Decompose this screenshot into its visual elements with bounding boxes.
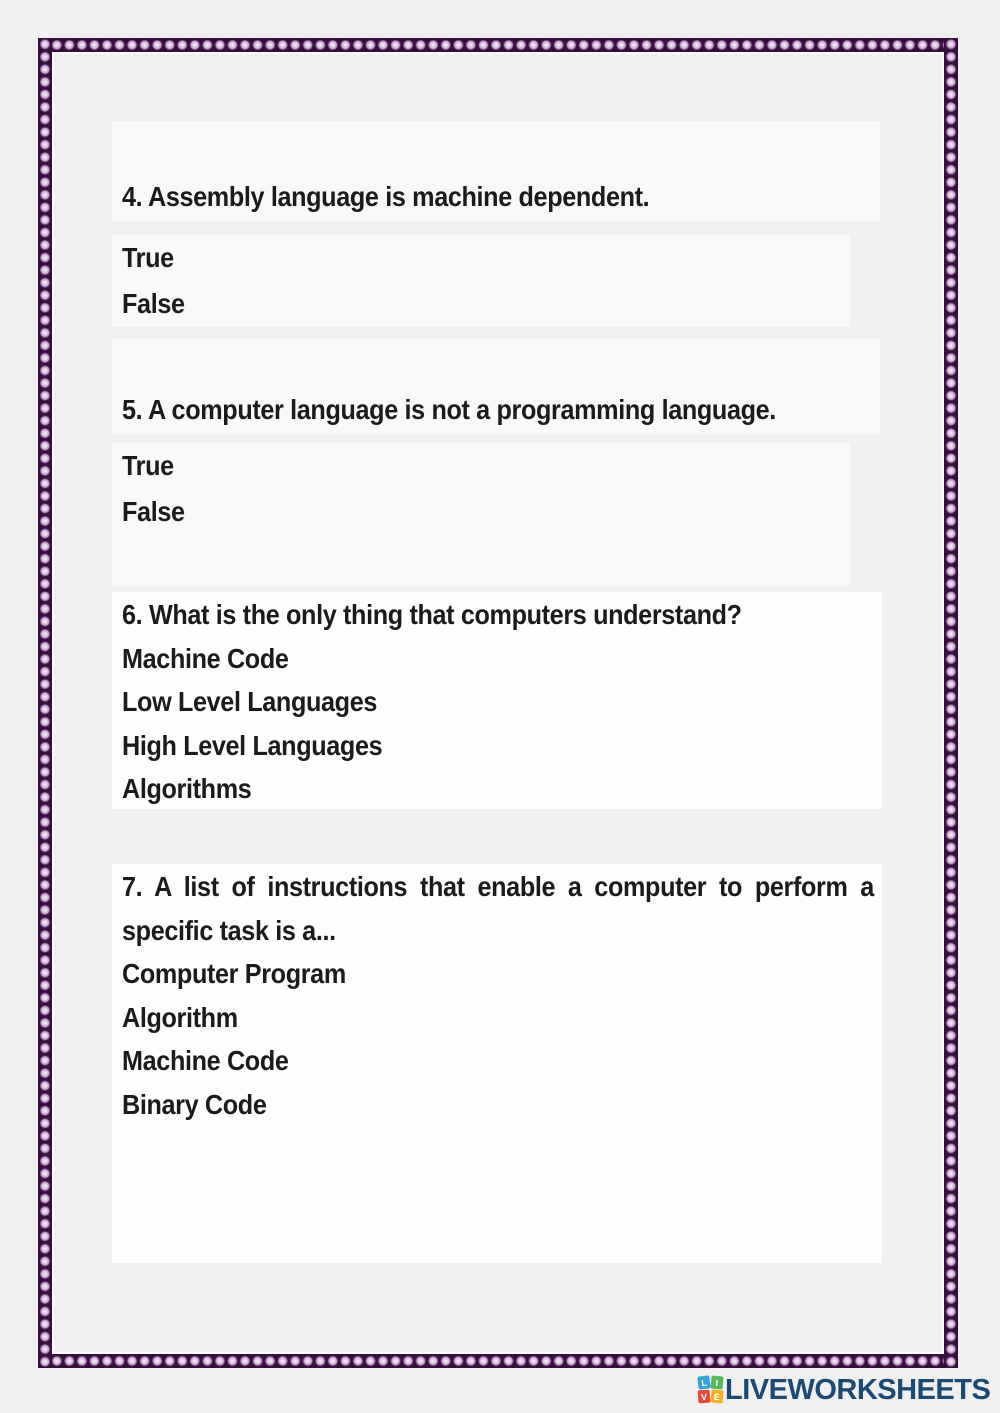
logo-square-v: V [698, 1390, 711, 1404]
liveworksheets-grid-icon [698, 1376, 723, 1404]
question-7-option-binary-code[interactable] [122, 1083, 874, 1127]
option-label: High Level Languages [122, 729, 383, 761]
question-4-option-true[interactable] [122, 235, 850, 281]
question-4-box [112, 121, 880, 221]
question-4 [122, 175, 708, 219]
question-6-option-low-level-languages[interactable] [122, 680, 874, 724]
border-strip-left [38, 38, 52, 1368]
question-5-text: 5. A computer language is not a programming language. [122, 393, 776, 425]
liveworksheets-brand[interactable]: LIVEWORKSHEETS [725, 1374, 991, 1406]
option-label: Algorithms [122, 773, 252, 804]
option-label: True [122, 242, 174, 274]
question-6-option-machine-code[interactable] [122, 637, 874, 681]
border-strip-bottom [38, 1354, 958, 1368]
option-label: Machine Code [122, 1045, 289, 1076]
question-4-text: 4. Assembly language is machine dependent. [122, 180, 650, 212]
question-4-answers [112, 235, 850, 327]
question-4-option-false[interactable] [122, 281, 850, 327]
question-7-text-line1: 7. A list of instructions that enable a computer to perform a [122, 871, 874, 902]
option-label: Binary Code [122, 1088, 267, 1120]
border-strip-top [38, 38, 958, 52]
question-5-answers [112, 443, 850, 586]
question-5-option-true[interactable] [122, 443, 850, 489]
option-label: Low Level Languages [122, 686, 378, 717]
question-7-text-line2: specific task is a... [122, 914, 336, 946]
question-6-text: 6. What is the only thing that computers understand? [122, 599, 742, 630]
option-label: Machine Code [122, 642, 289, 674]
question-6-option-algorithms[interactable] [122, 767, 874, 811]
logo-square-i: I [710, 1376, 723, 1390]
question-5-box [112, 339, 880, 434]
question-7-box [112, 864, 882, 1263]
option-label: False [122, 288, 185, 320]
question-7-option-algorithm[interactable] [122, 996, 874, 1040]
option-label: False [122, 496, 185, 528]
question-6-option-high-level-languages[interactable] [122, 724, 874, 768]
question-7 [122, 909, 874, 953]
option-label: True [122, 450, 174, 482]
question-6 [122, 593, 874, 637]
option-label: Computer Program [122, 958, 346, 989]
question-7-option-computer-program[interactable] [122, 952, 874, 996]
question-6-box [112, 592, 882, 809]
logo-square-e: E [710, 1389, 723, 1403]
question-5-option-false[interactable] [122, 489, 850, 535]
question-7-option-machine-code[interactable] [122, 1039, 874, 1083]
border-strip-right [944, 38, 958, 1368]
liveworksheets-footer [698, 1375, 990, 1405]
question-5 [122, 388, 849, 432]
option-label: Algorithm [122, 1001, 238, 1033]
logo-square-l: L [697, 1375, 710, 1389]
